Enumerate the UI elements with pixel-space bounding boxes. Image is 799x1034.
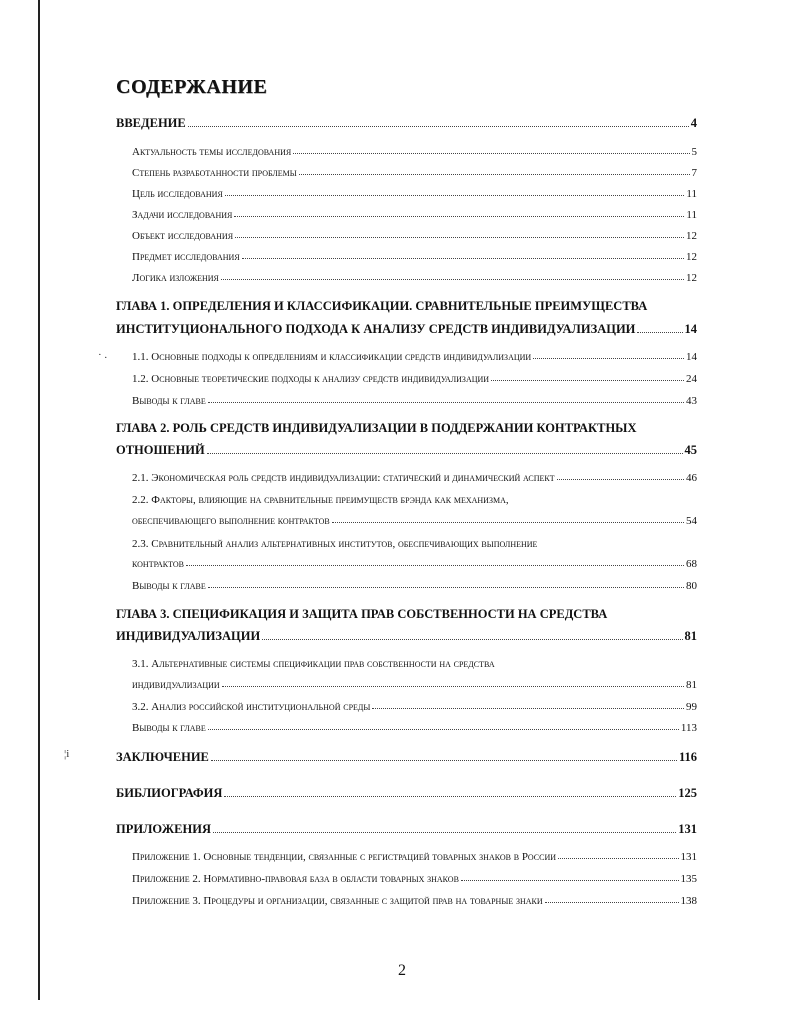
toc-entry-text: индивидуализации (132, 679, 220, 691)
dot-leader (225, 195, 685, 196)
toc-page-number: 46 (686, 472, 697, 484)
toc-page-number: 4 (690, 116, 697, 130)
toc-subentry[interactable] (132, 209, 697, 221)
toc-entry-text: 1.2. Основные теоретические подходы к анализу средств индивидуализации (132, 373, 490, 385)
toc-entry-text: Выводы к главе (132, 722, 206, 734)
toc-page-number: 113 (680, 722, 697, 734)
dot-leader (372, 708, 684, 709)
toc-page-number: 12 (686, 251, 697, 263)
toc-entry-text: Выводы к главе (132, 395, 206, 407)
toc-subentry-first-line[interactable]: 2.3. Сравнительный анализ альтернативных институтов, обеспечивающих выполнение (132, 538, 538, 550)
toc-entry-text: Приложение 2. Нормативно-правовая база в области товарных знаков (132, 873, 459, 885)
toc-entry-text: обеспечивающего выполнение контрактов (132, 515, 330, 527)
toc-entry-text: ОТНОШЕНИЙ (116, 443, 205, 457)
toc-subentry[interactable] (132, 873, 697, 885)
toc-entry-introduction[interactable] (116, 116, 697, 131)
toc-entry-chapter-3[interactable] (116, 629, 697, 644)
toc-subentry[interactable] (132, 472, 697, 484)
toc-entry-text: Выводы к главе (132, 580, 206, 592)
dot-leader (299, 174, 690, 175)
toc-page-number: 11 (686, 209, 697, 221)
toc-entry-appendices[interactable] (116, 822, 697, 837)
toc-entry-text: Цель исследования (132, 188, 223, 200)
toc-subentry[interactable] (132, 851, 697, 863)
dot-leader (221, 279, 684, 280)
toc-subentry[interactable] (132, 701, 697, 713)
toc-entry-chapter-2[interactable] (116, 443, 697, 458)
scan-margin-mark: ¦i (64, 748, 70, 760)
toc-subentry[interactable] (132, 558, 697, 570)
toc-subentry[interactable] (132, 351, 697, 363)
toc-subentry-first-line[interactable]: 2.2. Факторы, влияющие на сравнительные преимуществ брэнда как механизма, (132, 494, 509, 506)
toc-subentry[interactable] (132, 395, 697, 407)
toc-entry-text: 3.2. Анализ российской институциональной среды (132, 701, 371, 713)
toc-page-number: 116 (678, 750, 697, 764)
dot-leader (242, 258, 684, 259)
toc-subentry[interactable] (132, 373, 697, 385)
toc-entry-text: ИНСТИТУЦИОНАЛЬНОГО ПОДХОДА К АНАЛИЗУ СРЕДСТВ ИНДИВИДУАЛИЗАЦИИ (116, 322, 636, 336)
dot-leader (558, 858, 678, 859)
toc-subentry[interactable] (132, 251, 697, 263)
toc-page-number: 12 (686, 272, 697, 284)
toc-entry-text: Степень разработанности проблемы (132, 167, 297, 179)
toc-page-number: 14 (686, 351, 697, 363)
toc-chapter-1-title-line[interactable]: ГЛАВА 1. ОПРЕДЕЛЕНИЯ И КЛАССИФИКАЦИИ. СРАВНИТЕЛЬНЫЕ ПРЕИМУЩЕСТВА (116, 299, 648, 313)
toc-page-number: 11 (686, 188, 697, 200)
toc-entry-text: Приложение 3. Процедуры и организации, связанные с защитой прав на товарные знаки (132, 895, 543, 907)
toc-subentry[interactable] (132, 188, 697, 200)
toc-page-number: 138 (680, 895, 697, 907)
toc-entry-bibliography[interactable] (116, 786, 697, 801)
dot-leader (208, 729, 679, 730)
toc-page-number: 5 (691, 146, 697, 158)
toc-entry-text: Актуальность темы исследования (132, 146, 292, 158)
toc-subentry[interactable] (132, 679, 697, 691)
toc-entry-text: Задачи исследования (132, 209, 233, 221)
dot-leader (235, 237, 684, 238)
dot-leader (211, 760, 677, 761)
toc-subentry[interactable] (132, 722, 697, 734)
toc-entry-text: Объект исследования (132, 230, 234, 242)
toc-page-number: 131 (678, 822, 697, 836)
toc-page-number: 81 (686, 679, 697, 691)
dot-leader (208, 587, 684, 588)
dot-leader (491, 380, 684, 381)
dot-leader (207, 453, 683, 454)
dot-leader (557, 479, 684, 480)
dot-leader (224, 796, 676, 797)
toc-entry-text: контрактов (132, 558, 185, 570)
toc-subentry[interactable] (132, 146, 697, 158)
toc-entry-conclusion[interactable] (116, 750, 697, 765)
dot-leader (213, 832, 676, 833)
toc-page-number: 43 (686, 395, 697, 407)
toc-page-number: 99 (686, 701, 697, 713)
toc-page-number: 135 (680, 873, 697, 885)
toc-page-number: 45 (684, 443, 697, 457)
dot-leader (293, 153, 689, 154)
toc-page-number: 125 (678, 786, 697, 800)
toc-page-number: 68 (686, 558, 697, 570)
toc-page-number: 80 (686, 580, 697, 592)
toc-subentry[interactable] (132, 272, 697, 284)
dot-leader (186, 565, 684, 566)
toc-page-number: 54 (686, 515, 697, 527)
toc-entry-text: ПРИЛОЖЕНИЯ (116, 822, 211, 836)
toc-page-number: 81 (684, 629, 697, 643)
toc-entry-text: БИБЛИОГРАФИЯ (116, 786, 223, 800)
toc-subentry[interactable] (132, 580, 697, 592)
dot-leader (262, 639, 682, 640)
dot-leader (222, 686, 684, 687)
dot-leader (332, 522, 684, 523)
toc-subentry-first-line[interactable]: 3.1. Альтернативные системы спецификации прав собственности на средства (132, 658, 495, 670)
toc-chapter-2-title-line[interactable]: ГЛАВА 2. РОЛЬ СРЕДСТВ ИНДИВИДУАЛИЗАЦИИ В ПОДДЕРЖАНИИ КОНТРАКТНЫХ (116, 421, 637, 435)
toc-title: СОДЕРЖАНИЕ (116, 76, 268, 98)
toc-entry-text: ВВЕДЕНИЕ (116, 116, 186, 130)
toc-entry-text: Приложение 1. Основные тенденции, связанные с регистрацией товарных знаков в России (132, 851, 557, 863)
dot-leader (188, 126, 689, 127)
dot-leader (234, 216, 684, 217)
scan-left-edge (38, 0, 40, 1000)
toc-entry-text: Предмет исследования (132, 251, 240, 263)
dot-leader (637, 332, 682, 333)
dot-leader (461, 880, 679, 881)
toc-subentry[interactable] (132, 167, 697, 179)
page-number: 2 (398, 962, 406, 979)
dot-leader (208, 402, 684, 403)
toc-page-number: 12 (686, 230, 697, 242)
toc-entry-chapter-1[interactable] (116, 322, 697, 337)
toc-chapter-3-title-line[interactable]: ГЛАВА 3. СПЕЦИФИКАЦИЯ И ЗАЩИТА ПРАВ СОБСТВЕННОСТИ НА СРЕДСТВА (116, 607, 608, 621)
dot-leader (533, 358, 684, 359)
toc-page-number: 24 (686, 373, 697, 385)
scan-margin-mark: · . (98, 349, 108, 361)
toc-entry-text: 2.1. Экономическая роль средств индивидуализации: статический и динамический аспект (132, 472, 555, 484)
dot-leader (545, 902, 679, 903)
toc-page-number: 131 (680, 851, 697, 863)
toc-subentry[interactable] (132, 515, 697, 527)
toc-page-number: 7 (691, 167, 697, 179)
toc-subentry[interactable] (132, 230, 697, 242)
toc-subentry[interactable] (132, 895, 697, 907)
toc-entry-text: 1.1. Основные подходы к определениям и классификации средств индивидуализации (132, 351, 532, 363)
toc-page-number: 14 (684, 322, 697, 336)
toc-entry-text: ИНДИВИДУАЛИЗАЦИИ (116, 629, 261, 643)
toc-entry-text: Логика изложения (132, 272, 219, 284)
toc-entry-text: ЗАКЛЮЧЕНИЕ (116, 750, 209, 764)
